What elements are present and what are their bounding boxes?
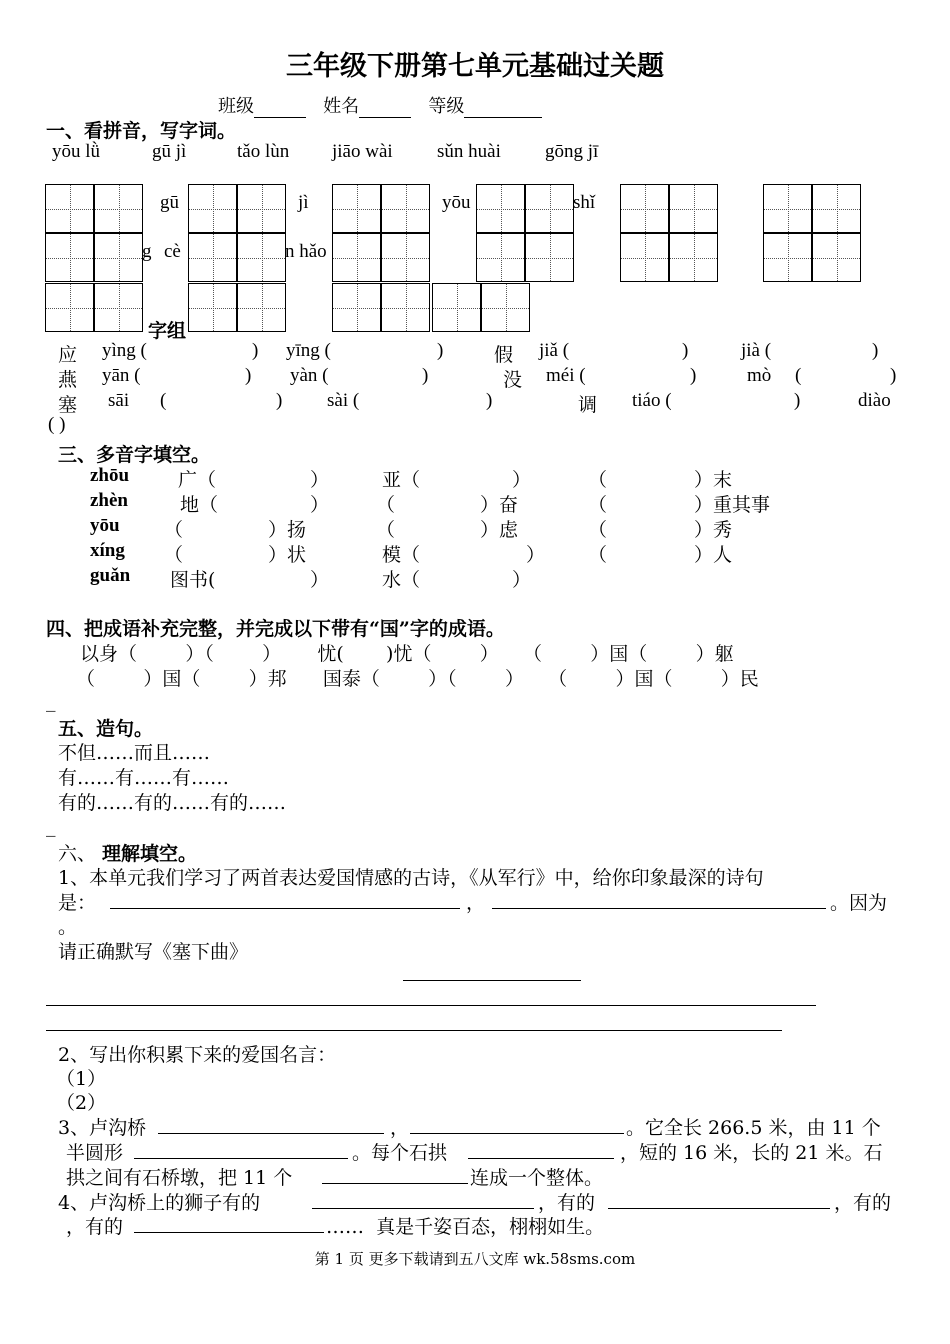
paren: ) xyxy=(690,365,697,386)
char: 调 xyxy=(578,394,598,416)
question-text: 连成一个整体。 xyxy=(470,1167,604,1189)
paren: ) xyxy=(486,390,493,411)
class-blank[interactable] xyxy=(254,99,306,118)
pinyin-item: gū xyxy=(160,192,179,213)
sentence-prompt: 不但……而且…… xyxy=(58,742,211,764)
pinyin-blank: yìng ( xyxy=(102,340,147,361)
page-footer: 第 1 页 更多下载请到五八文库 wk.58sms.com xyxy=(314,1250,636,1268)
pinyin-item: sǔn huài xyxy=(437,141,501,162)
paren: ) xyxy=(890,365,897,386)
blank-open: （ xyxy=(588,469,608,491)
blank-open: 地（ xyxy=(180,494,219,516)
question-text: 。它全长 266.5 米，由 11 个 xyxy=(626,1117,881,1139)
blank-open: 图书( xyxy=(170,569,216,591)
name-blank[interactable] xyxy=(359,99,411,118)
pinyin-blank: yān ( xyxy=(102,365,141,386)
pinyin: xíng xyxy=(90,540,125,561)
blank-open: （ xyxy=(376,519,396,541)
pinyin-blank: tiáo ( xyxy=(632,390,672,411)
section5-heading: 五、造句。 xyxy=(58,718,154,740)
pinyin-item: jiāo wài xyxy=(332,141,393,162)
idiom-line: 以身（ ）（ ） 忧( )忧（ ） （ ）国（ ）躯 xyxy=(80,643,734,665)
pinyin-blank: yàn ( xyxy=(290,365,329,386)
writing-cell[interactable] xyxy=(94,233,143,282)
question-text: ，有的 xyxy=(538,1192,596,1214)
blank-close: ） xyxy=(310,469,330,491)
blank-open: 亚（ xyxy=(382,469,421,491)
writing-cell[interactable] xyxy=(763,184,812,233)
sentence-prompt: 有……有……有…… xyxy=(58,767,230,789)
pinyin-item: gōng jī xyxy=(545,141,599,162)
pinyin-item: jì xyxy=(298,192,309,213)
pinyin: guǎn xyxy=(90,565,131,586)
pinyin-blank: jiǎ ( xyxy=(539,340,570,361)
paren: ( ) xyxy=(48,414,66,435)
pinyin: mò xyxy=(747,365,772,386)
sentence-prompt: 有的……有的……有的…… xyxy=(58,792,287,814)
answer-line[interactable] xyxy=(410,1133,624,1134)
answer-line[interactable] xyxy=(110,908,460,909)
pinyin: zhōu xyxy=(90,465,130,486)
writing-cell[interactable] xyxy=(476,233,525,282)
writing-cell[interactable] xyxy=(188,184,237,233)
pinyin-item: n hǎo xyxy=(285,241,327,262)
blank-close: ）虑 xyxy=(480,519,519,541)
question-text: 3、卢沟桥 xyxy=(58,1117,147,1139)
student-info xyxy=(218,92,542,118)
dash: _ xyxy=(46,690,56,712)
writing-cell[interactable] xyxy=(45,184,94,233)
char: 塞 xyxy=(58,394,78,416)
pinyin-item: tǎo lùn xyxy=(237,141,290,162)
question-text: 2、写出你积累下来的爱国名言： xyxy=(58,1044,337,1066)
paren: ) xyxy=(422,365,429,386)
writing-cell[interactable] xyxy=(237,233,286,282)
writing-cell[interactable] xyxy=(188,283,237,332)
writing-cell[interactable] xyxy=(94,283,143,332)
paren: ( xyxy=(160,390,167,411)
question-text: 拱之间有石桥墩，把 11 个 xyxy=(66,1167,293,1189)
writing-cell[interactable] xyxy=(432,283,481,332)
blank-close: ）重其事 xyxy=(694,494,771,516)
answer-line[interactable] xyxy=(322,1183,468,1184)
dash: _ xyxy=(46,815,56,837)
pinyin-item: g xyxy=(142,241,152,262)
pinyin-item: gū jì xyxy=(152,141,187,162)
item-number: （1） xyxy=(56,1068,107,1090)
char: 没 xyxy=(503,369,523,391)
item-number: （2） xyxy=(56,1092,107,1114)
pinyin-blank: sài ( xyxy=(327,390,360,411)
writing-cell[interactable] xyxy=(381,184,430,233)
char: 燕 xyxy=(58,369,78,391)
writing-cell[interactable] xyxy=(381,233,430,282)
paren: ) xyxy=(252,340,259,361)
writing-cell[interactable] xyxy=(237,184,286,233)
section2-heading: 字组 xyxy=(148,320,187,342)
blank-close: ）末 xyxy=(694,469,733,491)
blank-close: ） xyxy=(310,494,330,516)
paren: ) xyxy=(245,365,252,386)
writing-cell[interactable] xyxy=(332,233,381,282)
section3-heading: 三、多音字填空。 xyxy=(58,444,211,466)
writing-cell[interactable] xyxy=(481,283,530,332)
answer-line[interactable] xyxy=(403,980,581,981)
blank-open: （ xyxy=(376,494,396,516)
writing-cell[interactable] xyxy=(45,233,94,282)
blank-open: （ xyxy=(588,544,608,566)
grade-blank[interactable] xyxy=(464,99,542,118)
writing-cell[interactable] xyxy=(237,283,286,332)
blank-open: （ xyxy=(588,494,608,516)
blank-close: ）秀 xyxy=(694,519,733,541)
writing-cell[interactable] xyxy=(332,283,381,332)
answer-line[interactable] xyxy=(468,1158,614,1159)
writing-cell[interactable] xyxy=(332,184,381,233)
writing-cell[interactable] xyxy=(381,283,430,332)
question-text: ，有的 xyxy=(834,1192,892,1214)
blank-close: ） xyxy=(512,469,532,491)
writing-cell[interactable] xyxy=(812,233,861,282)
question-text: 4、卢沟桥上的狮子有的 xyxy=(58,1192,261,1214)
writing-cell[interactable] xyxy=(669,233,718,282)
section4-heading: 四、把成语补充完整，并完成以下带有“国”字的成语。 xyxy=(46,618,505,640)
char: 应 xyxy=(58,344,78,366)
question-text: ， xyxy=(466,892,486,914)
idiom-line: （ ）国（ ）邦 国泰（ ）（ ） （ ）国（ ）民 xyxy=(76,668,759,690)
writing-cell[interactable] xyxy=(476,184,525,233)
char: 假 xyxy=(494,344,514,366)
answer-line[interactable] xyxy=(158,1133,384,1134)
question-text: 是： xyxy=(58,892,97,914)
writing-cell[interactable] xyxy=(45,283,94,332)
question-text: 。因为 xyxy=(830,892,888,914)
pinyin: sāi xyxy=(108,390,130,411)
writing-cell[interactable] xyxy=(525,184,574,233)
blank-open: 水（ xyxy=(382,569,421,591)
blank-close: ）扬 xyxy=(268,519,307,541)
blank-close: ） xyxy=(512,569,532,591)
blank-close: ）状 xyxy=(268,544,307,566)
question-text: ，有的 xyxy=(66,1216,124,1238)
question-text: 半圆形 xyxy=(66,1142,124,1164)
answer-line[interactable] xyxy=(608,1208,830,1209)
paren: ) xyxy=(794,390,801,411)
writing-cell[interactable] xyxy=(94,184,143,233)
section6-heading-prefix: 六、 xyxy=(58,843,97,865)
question-text: 。每个石拱 xyxy=(352,1142,448,1164)
section6-heading: 理解填空。 xyxy=(102,843,198,865)
pinyin-item: cè xyxy=(164,241,181,262)
answer-line[interactable] xyxy=(312,1208,534,1209)
question-text: …… 真是千姿百态，栩栩如生。 xyxy=(326,1216,605,1238)
question-text: ，短的 16 米，长的 21 米。石 xyxy=(620,1142,883,1164)
question-text: 。 xyxy=(58,916,78,938)
answer-line[interactable] xyxy=(492,908,826,909)
page-title: 三年级下册第七单元基础过关题 xyxy=(286,51,664,82)
writing-cell[interactable] xyxy=(525,233,574,282)
writing-cell[interactable] xyxy=(812,184,861,233)
pinyin-blank: méi ( xyxy=(546,365,586,386)
pinyin: yōu xyxy=(90,515,120,536)
blank-close: ） xyxy=(310,569,330,591)
blank-close: ）奋 xyxy=(480,494,519,516)
name-label: 姓名 xyxy=(323,96,360,117)
pinyin-blank: jià ( xyxy=(741,340,772,361)
writing-cell[interactable] xyxy=(188,233,237,282)
pinyin-blank: yīng ( xyxy=(286,340,331,361)
pinyin-item: yōu xyxy=(442,192,471,213)
question-text: 1、本单元我们学习了两首表达爱国情感的古诗，《从军行》中，给你印象最深的诗句 xyxy=(58,867,764,889)
question-text: ， xyxy=(390,1117,410,1139)
pinyin-item: yōu lǜ xyxy=(52,141,101,162)
blank-open: （ xyxy=(164,519,184,541)
blank-close: ）人 xyxy=(694,544,733,566)
blank-open: （ xyxy=(164,544,184,566)
writing-cell[interactable] xyxy=(620,233,669,282)
writing-cell[interactable] xyxy=(620,184,669,233)
answer-line[interactable] xyxy=(46,1005,816,1006)
answer-line[interactable] xyxy=(134,1232,324,1233)
blank-open: （ xyxy=(588,519,608,541)
answer-line[interactable] xyxy=(46,1030,782,1031)
answer-line[interactable] xyxy=(134,1158,348,1159)
paren: ) xyxy=(872,340,879,361)
class-label: 班级 xyxy=(218,96,254,117)
paren: ( xyxy=(795,365,802,386)
blank-open: 广（ xyxy=(178,469,217,491)
paren: ) xyxy=(276,390,283,411)
paren: ) xyxy=(682,340,689,361)
pinyin-item: shǐ xyxy=(573,192,596,213)
section1-heading: 一、看拼音，写字词。 xyxy=(46,120,237,142)
blank-close: ） xyxy=(526,544,546,566)
pinyin: zhèn xyxy=(90,490,128,511)
writing-cell[interactable] xyxy=(669,184,718,233)
pinyin: diào xyxy=(858,390,891,411)
grade-label: 等级 xyxy=(428,96,465,117)
writing-cell[interactable] xyxy=(763,233,812,282)
blank-open: 模（ xyxy=(382,544,421,566)
question-text: 请正确默写《塞下曲》 xyxy=(58,941,249,963)
paren: ) xyxy=(437,340,444,361)
